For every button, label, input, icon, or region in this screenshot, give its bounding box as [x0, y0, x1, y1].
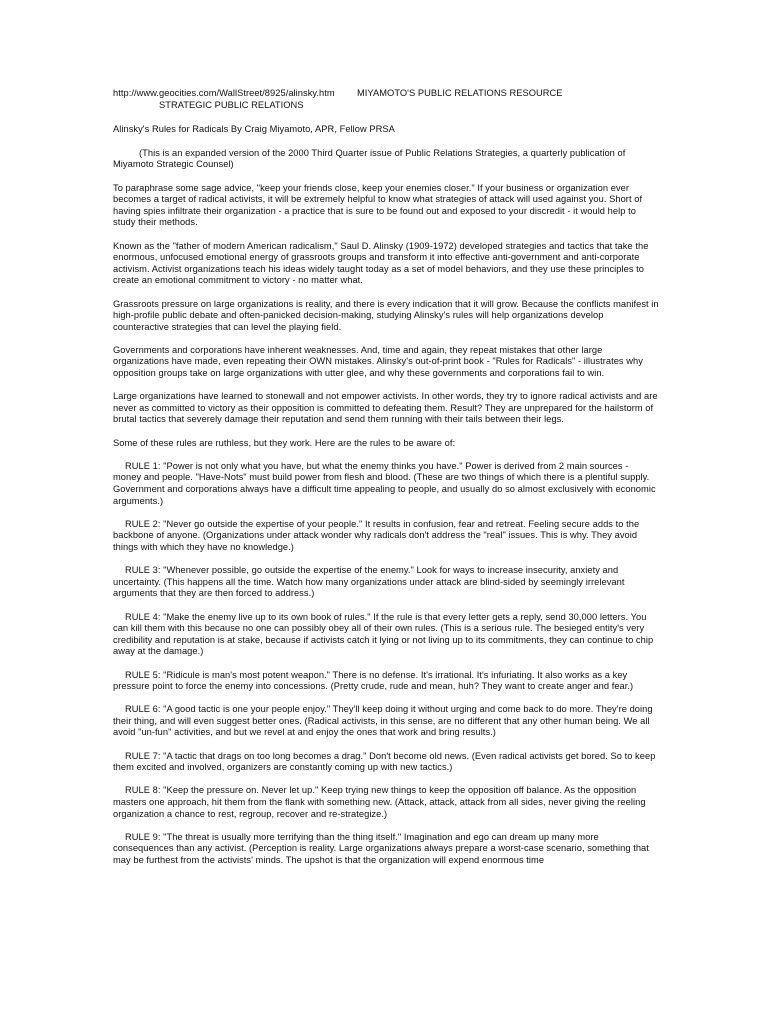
rule-item: RULE 8: "Keep the pressure on. Never let up." Keep trying new things to keep the opposition off balance. As the opposition masters one approach, hit them from the flank with something new. (Attack, attack, attack from all sides, never giving the reeling organization a chance to rest, regroup, recover and re-strategize.): [113, 785, 646, 819]
rule-item: RULE 2: "Never go outside the expertise of your people." It results in confusion, fear and retreat. Feeling secure adds to the backbone of anyone. (Organizations under attack wonder why radicals don't address the "real" issues. This is why. They avoid things with which they have no knowledge.): [113, 518, 640, 552]
paragraph: To paraphrase some sage advice, "keep your friends close, keep your enemies closer." If your business or organization ever becomes a target of radical activists, it will be extremely helpful to know what strategies of attack will used against you. Short of having spies infiltrate their organization - a practice that is sure to be found out and exposed to your discredit - it would help to study their methods.: [113, 182, 643, 228]
editor-note: (This is an expanded version of the 2000 Third Quarter issue of Public Relations Strategies, a quarterly publication of Miyamoto Strategic Counsel): [113, 147, 626, 170]
rule-item: RULE 6: "A good tactic is one your people enjoy." They'll keep doing it without urging and come back to do more. They're doing their thing, and will even suggest better ones. (Radical activists, in this sense, are no different that any other human being. We all avoid "un-fun" activities, and but we revel at and enjoy the ones that work and bring results.): [113, 704, 653, 738]
rule-item: RULE 9: "The threat is usually more terrifying than the thing itself." Imagination and ego can dream up many more consequences than any activist. (Perception is reality. Large organizations always prepare a worst-case scenario, something that may be furthest from the activists' minds. The upshot is that the organization will expend enormous time: [113, 831, 649, 865]
header-line: [113, 88, 659, 100]
paragraph: Governments and corporations have inherent weaknesses. And, time and again, they repeat mistakes that other large organizations have made, even repeating their OWN mistakes. Alinsky's out-of-print book - "Rules for Radicals" - illustrates why opposition groups take on large organizations with utter glee, and why these governments and corporations fail to win.: [113, 344, 643, 379]
paragraph: Known as the "father of modern American radicalism," Saul D. Alinsky (1909-1972) developed strategies and tactics that take the enormous, unfocused emotional energy of grassroots groups and transform it into effective anti-government and anti-corporate activism. Activist organizations teach his ideas widely taught today as a set of model behaviors, and they use these principles to create an emotional commitment to victory - no matter what.: [113, 240, 649, 286]
publisher-name: MIYAMOTO'S PUBLIC RELATIONS RESOURCE: [357, 88, 563, 98]
rule-item: RULE 4: "Make the enemy live up to its own book of rules." If the rule is that every letter gets a reply, send 30,000 letters. You can kill them with this because no one can possibly obey all of their own rules. (This is a serious rule. The besieged entity's very credibility and reputation is at stake, because if activists catch it lying or not living up to its commitments, they can continue to chip away at the damage.): [113, 611, 654, 657]
publisher-subtitle: STRATEGIC PUBLIC RELATIONS: [159, 99, 304, 110]
document-body: [113, 88, 659, 878]
source-url: http://www.geocities.com/WallStreet/8925/alinsky.htm: [113, 88, 335, 98]
rule-item: RULE 5: "Ridicule is man's most potent weapon." There is no defense. It's irrational. It's infuriating. It also works as a key pressure point to force the enemy into concessions. (Pretty crude, rude and mean, huh? They want to create anger and fear.): [113, 669, 634, 692]
paragraph: Grassroots pressure on large organizations is reality, and there is every indication that it will grow. Because the conflicts manifest in high-profile public debate and often-panicked decision-making, studying Alinsky's rules will help organizations develop counteractive strategies that can level the playing field.: [113, 298, 659, 332]
rule-item: RULE 1: "Power is not only what you have, but what the enemy thinks you have." Power is derived from 2 main sources - money and people. "Have-Nots" must build power from flesh and blood. (These are two things of which there is a plentiful supply. Government and corporations always have a difficult time appealing to people, and usually do so almost exclusively with economic arguments.): [113, 460, 656, 506]
rule-item: RULE 7: "A tactic that drags on too long becomes a drag." Don't become old news. (Even radical activists get bored. So to keep them excited and involved, organizers are constantly coming up with new tactics.): [113, 750, 656, 773]
article-byline: Alinsky's Rules for Radicals By Craig Miyamoto, APR, Fellow PRSA: [113, 124, 395, 135]
rule-item: RULE 3: "Whenever possible, go outside the expertise of the enemy." Look for ways to increase insecurity, anxiety and uncertainty. (This happens all the time. Watch how many organizations under attack are blind-sided by seemingly irrelevant arguments that they are then forced to address.): [113, 565, 625, 599]
paragraph: Large organizations have learned to stonewall and not empower activists. In other words, they try to ignore radical activists and are never as committed to victory as their opposition is committed to defeating them. Result? They are unprepared for the hailstorm of brutal tactics that severely damage their reputation and send them running with their tails between their legs.: [113, 391, 658, 425]
paragraph: Some of these rules are ruthless, but they work. Here are the rules to be aware of:: [113, 437, 456, 448]
